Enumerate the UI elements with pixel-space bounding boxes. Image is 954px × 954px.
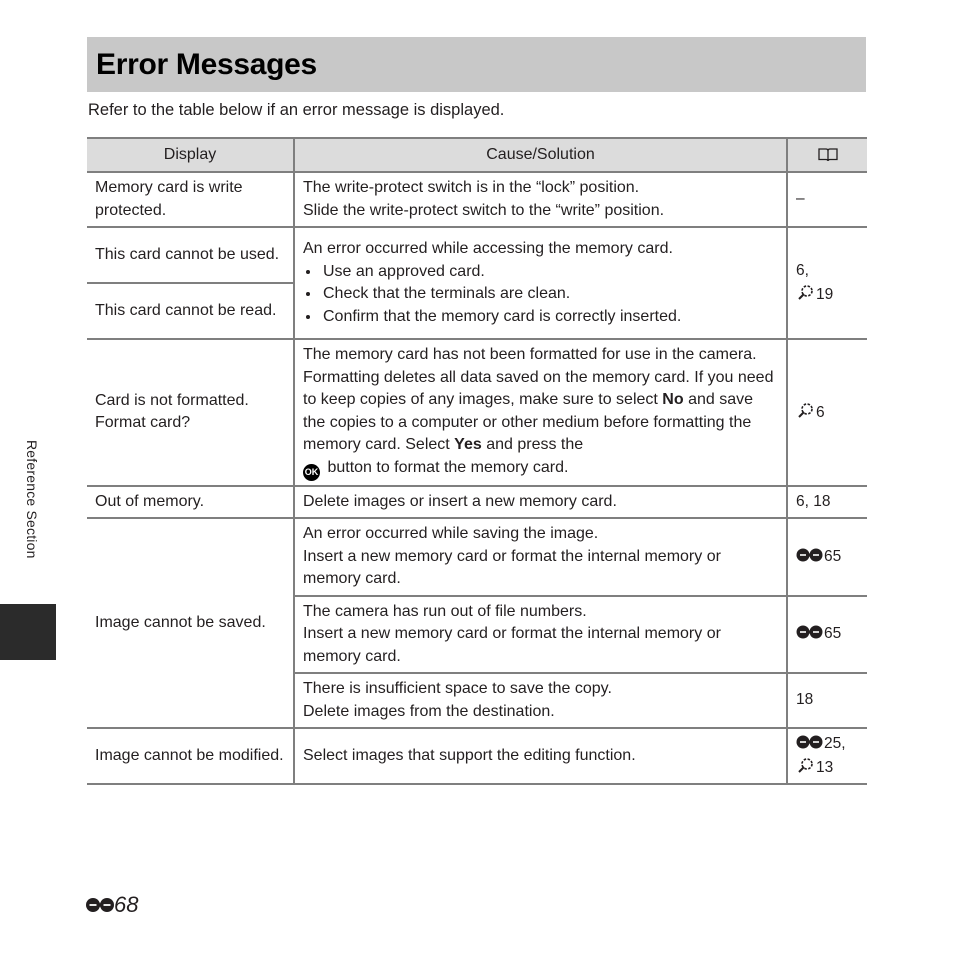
- cause-cell: Delete images or insert a new memory card.: [294, 486, 787, 519]
- cause-cell: [294, 339, 787, 486]
- cause-cell: [294, 673, 787, 728]
- reference-cell: –: [787, 172, 867, 227]
- solution-list: [303, 261, 778, 329]
- table-row: [87, 339, 867, 486]
- reference-line: [796, 283, 859, 307]
- cause-text: and press the: [481, 436, 584, 453]
- reference-cell: [787, 339, 867, 486]
- reference-cell: [787, 596, 867, 674]
- hint-icon: [796, 756, 816, 774]
- header-cause-solution: Cause/Solution: [294, 138, 787, 172]
- cause-line: The memory card has not been formatted for use in the camera.: [303, 346, 757, 363]
- display-cell: Card is not formatted. Format card?: [87, 339, 294, 486]
- display-cell: Image cannot be saved.: [87, 518, 294, 728]
- display-cell: Out of memory.: [87, 486, 294, 519]
- reference-cell: [787, 728, 867, 784]
- cause-text: Formatting deletes all data saved on the memory card. If you need to keep copies of any images, make sure to select: [303, 368, 774, 408]
- cause-cell: [294, 518, 787, 596]
- reference-text: 65: [824, 547, 842, 565]
- page-number-text: 68: [114, 892, 139, 917]
- display-cell: This card cannot be used.: [87, 227, 294, 283]
- cause-cell: [294, 172, 787, 227]
- cause-line: The camera has run out of file numbers.: [303, 602, 587, 620]
- reference-cell: [787, 518, 867, 596]
- reference-section-icon: [796, 547, 824, 563]
- intro-text: Refer to the table below if an error message is displayed.: [88, 101, 505, 119]
- page-title: Error Messages: [96, 47, 317, 81]
- reference-text: 65: [824, 625, 842, 642]
- cause-line: [303, 457, 778, 481]
- hint-icon: [796, 283, 816, 301]
- cause-text: button to format the memory card.: [323, 458, 569, 476]
- book-icon: [817, 147, 839, 163]
- cause-line: An error occurred while saving the image.: [303, 525, 599, 542]
- table-row: [87, 227, 867, 283]
- reference-text: 13: [816, 758, 834, 776]
- display-cell: Memory card is write protected.: [87, 172, 294, 227]
- list-item: • Use an approved card.: [321, 261, 778, 284]
- section-side-label: Reference Section: [24, 440, 40, 559]
- cause-line: The write-protect switch is in the “lock” position.: [303, 179, 640, 196]
- list-item: • Confirm that the memory card is correctly inserted.: [321, 306, 778, 329]
- hint-icon: [796, 401, 816, 419]
- cause-text: and save the copies to a computer or other medium before formatting the memory card. Select: [303, 391, 754, 453]
- reference-line: [796, 733, 859, 756]
- header-reference: [787, 138, 867, 172]
- cause-cell: Select images that support the editing function.: [294, 728, 787, 784]
- page-number: [86, 892, 138, 918]
- cause-cell: [294, 596, 787, 674]
- no-option: No: [662, 391, 684, 408]
- reference-line: [796, 756, 859, 780]
- cause-cell: [294, 227, 787, 339]
- title-bar: [87, 37, 866, 92]
- error-messages-table: [87, 137, 867, 785]
- reference-section-icon: [796, 734, 824, 750]
- table-row: [87, 728, 867, 784]
- reference-cell: 18: [787, 673, 867, 728]
- table-row: [87, 172, 867, 227]
- cause-line: An error occurred while accessing the memory card.: [303, 240, 673, 257]
- reference-text: 6: [816, 403, 825, 421]
- list-item: • Check that the terminals are clean.: [321, 283, 778, 306]
- yes-option: Yes: [454, 436, 482, 453]
- table-row: [87, 486, 867, 519]
- ok-button-icon: OK: [303, 464, 320, 481]
- cause-line: Delete images from the destination.: [303, 702, 555, 720]
- cause-line: There is insufficient space to save the copy.: [303, 680, 612, 697]
- cause-paragraph: [303, 367, 778, 457]
- table-row: [87, 518, 867, 596]
- display-cell: This card cannot be read.: [87, 283, 294, 339]
- reference-text: 25,: [824, 735, 846, 752]
- table-header-row: [87, 138, 867, 172]
- reference-section-icon: [796, 624, 824, 640]
- reference-section-icon: [86, 896, 114, 914]
- header-display: Display: [87, 138, 294, 172]
- cause-line: Insert a new memory card or format the internal memory or memory card.: [303, 547, 721, 587]
- reference-cell: [787, 227, 867, 339]
- reference-text: 19: [816, 285, 834, 303]
- cause-line: Insert a new memory card or format the internal memory or memory card.: [303, 625, 721, 665]
- reference-text: 6,: [796, 262, 809, 279]
- cause-line: Slide the write-protect switch to the “write” position.: [303, 201, 665, 219]
- section-tab: [0, 604, 56, 660]
- reference-cell: 6, 18: [787, 486, 867, 519]
- display-cell: Image cannot be modified.: [87, 728, 294, 784]
